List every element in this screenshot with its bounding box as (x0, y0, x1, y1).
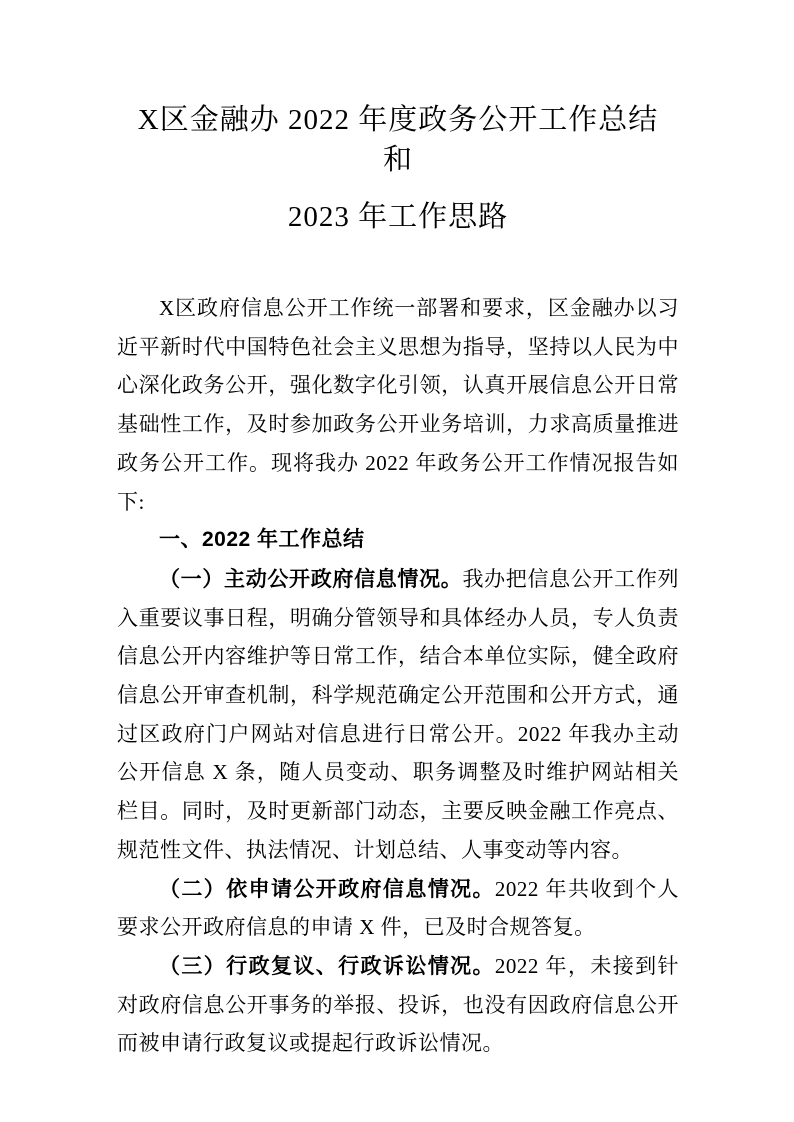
subsection-paragraph-2 (117, 870, 679, 947)
title-line-3: 2023 年工作思路 (287, 201, 509, 233)
intro-paragraph: X区政府信息公开工作统一部署和要求，区金融办以习近平新时代中国特色社会主义思想为指导，坚持以人民为中心深化政务公开，强化数字化引领，认真开展信息公开日常基础性工作，及时参加政务公开业务培训，力求高质量推进政务公开工作。现将我办 2022 年政务公开工作情况报告如下: (117, 296, 679, 514)
subsection-text-2: 2022 年共收到个人要求公开政府信息的申请 X 件，已及时合规答复。 (117, 876, 680, 940)
subsection-paragraph-3 (117, 947, 679, 1063)
document-body (117, 289, 679, 1063)
subsection-text-1: 我办把信息公开工作列入重要议事日程，明确分管领导和具体经办人员，专人负责信息公开内容维护等日常工作，结合本单位实际，健全政府信息公开审查机制，科学规范确定公开范围和公开方式，通过区政府门户网站对信息进行日常公开。2022 年我办主动公开信息 X 条，随人员变动、职务调整及时维护网站相关栏目。同时，及时更新部门动态，主要反映金融工作亮点、规范性文件、执法情况、计划总结、人事变动等内容。 (117, 566, 680, 862)
section-heading: 一、2022 年工作总结 (159, 528, 365, 552)
subsection-lead-1: （一）主动公开政府信息情况。 (159, 566, 463, 591)
title-line-2: 和 (382, 144, 413, 176)
subsection-paragraph-1 (117, 560, 679, 870)
subsection-text-3: 2022 年，未接到针对政府信息公开事务的举报、投诉，也没有因政府信息公开而被申请行政复议或提起行政诉讼情况。 (117, 953, 680, 1056)
title-line-1: X区金融办 2022 年度政务公开工作总结 (137, 104, 659, 136)
subsection-lead-2: （二）依申请公开政府信息情况。 (159, 876, 495, 901)
document-title (117, 100, 679, 237)
subsection-lead-3: （三）行政复议、行政诉讼情况。 (159, 953, 495, 978)
